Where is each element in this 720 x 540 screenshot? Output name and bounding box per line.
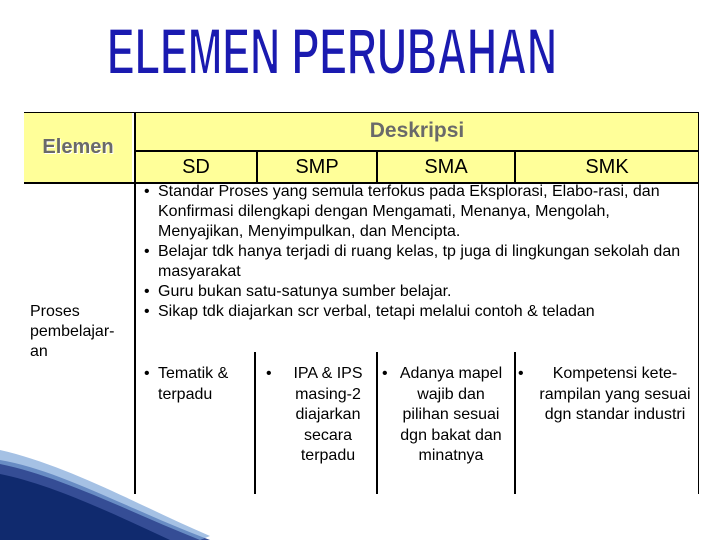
row-label-proses — [24, 302, 134, 362]
change-table — [24, 112, 698, 494]
general-point: • Standar Proses yang semula terfokus pada Eksplorasi, Elabo-rasi, dan Konfirmasi dilengkapi dengan Mengamati, Menanya, Mengolah, Menyajikan, Menyimpulkan, dan Mencipta. — [142, 182, 698, 242]
sma-cell — [380, 364, 506, 467]
sd-point: • Tematik & terpadu — [142, 364, 254, 405]
smk-cell — [516, 364, 698, 426]
smp-point: • IPA & IPS masing-2 diajarkan secara terpadu — [264, 364, 376, 467]
header-sma: SMA — [378, 152, 514, 182]
grid-line-col1-h — [256, 152, 258, 182]
grid-line-top — [24, 112, 698, 113]
grid-line-right — [698, 112, 699, 494]
title-text: ELEMEN PERUBAHAN — [107, 14, 557, 88]
smk-point: • Kompetensi kete-rampilan yang sesuai dgn standar industri — [516, 364, 698, 426]
row-label-line: an — [30, 343, 48, 360]
row-label-line: pembelajar- — [30, 323, 115, 340]
sma-point: • Adanya mapel wajib dan pilihan sesuai dgn bakat dan minatnya — [380, 364, 506, 467]
grid-line-col1 — [254, 352, 256, 494]
page-title — [96, 8, 568, 90]
header-smp: SMP — [258, 152, 376, 182]
grid-line-col3-h — [514, 152, 516, 182]
header-elemen: Elemen — [24, 112, 132, 182]
smp-cell — [264, 364, 376, 467]
grid-line-col0 — [134, 112, 136, 494]
sd-cell — [142, 364, 254, 405]
header-sd: SD — [136, 152, 256, 182]
header-smk: SMK — [516, 152, 698, 182]
general-points — [142, 182, 698, 322]
row-label-line: Proses — [30, 303, 80, 320]
grid-line-desk — [134, 150, 698, 152]
grid-line-col2-h — [376, 152, 378, 182]
grid-line-col2 — [376, 352, 378, 494]
decorative-swoosh — [0, 450, 210, 540]
general-point: • Belajar tdk hanya terjadi di ruang kelas, tp juga di lingkungan sekolah dan masyarakat — [142, 242, 698, 282]
header-deskripsi: Deskripsi — [136, 112, 698, 150]
general-point: • Guru bukan satu-satunya sumber belajar. — [142, 282, 698, 302]
general-point: • Sikap tdk diajarkan scr verbal, tetapi melalui contoh & teladan — [142, 302, 698, 322]
